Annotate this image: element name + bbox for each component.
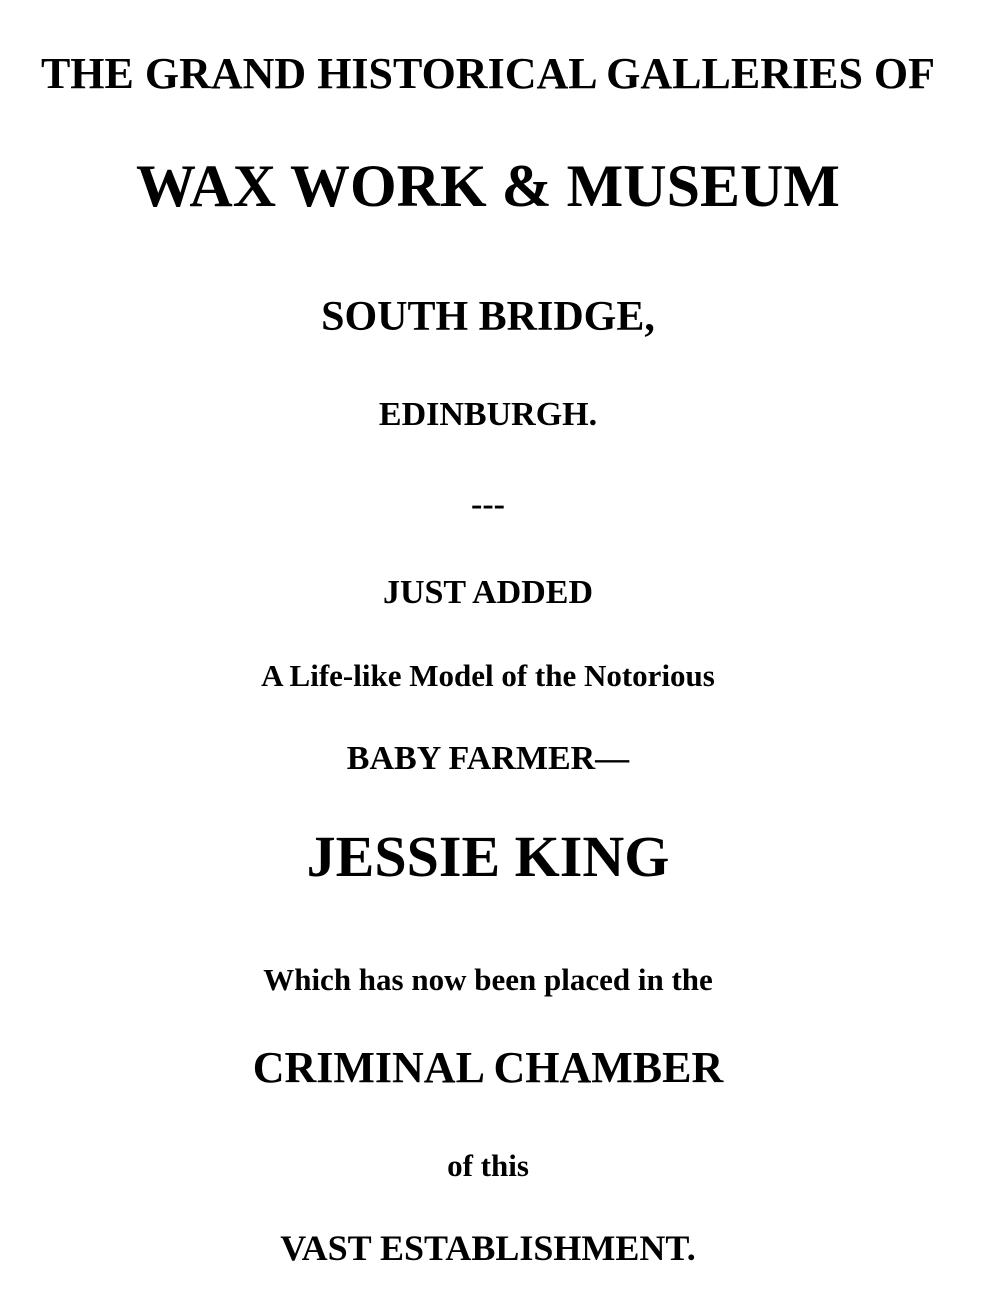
poster-connector: of this xyxy=(447,1148,529,1183)
poster-intro: A Life-like Model of the Notorious xyxy=(261,658,715,693)
poster-street: SOUTH BRIDGE, xyxy=(321,294,655,340)
poster-chamber: CRIMINAL CHAMBER xyxy=(252,1043,724,1092)
poster-closing: VAST ESTABLISHMENT. xyxy=(280,1228,696,1268)
poster-subject: JESSIE KING xyxy=(306,824,670,889)
poster-placement: Which has now been placed in the xyxy=(263,962,713,997)
poster-city: EDINBURGH. xyxy=(378,396,598,433)
poster-title: WAX WORK & MUSEUM xyxy=(136,153,840,219)
poster-separator: --- xyxy=(471,486,505,523)
poster-announcement: JUST ADDED xyxy=(382,574,594,611)
poster-descriptor: BABY FARMER— xyxy=(346,740,630,777)
poster-heading: THE GRAND HISTORICAL GALLERIES OF xyxy=(40,49,936,98)
